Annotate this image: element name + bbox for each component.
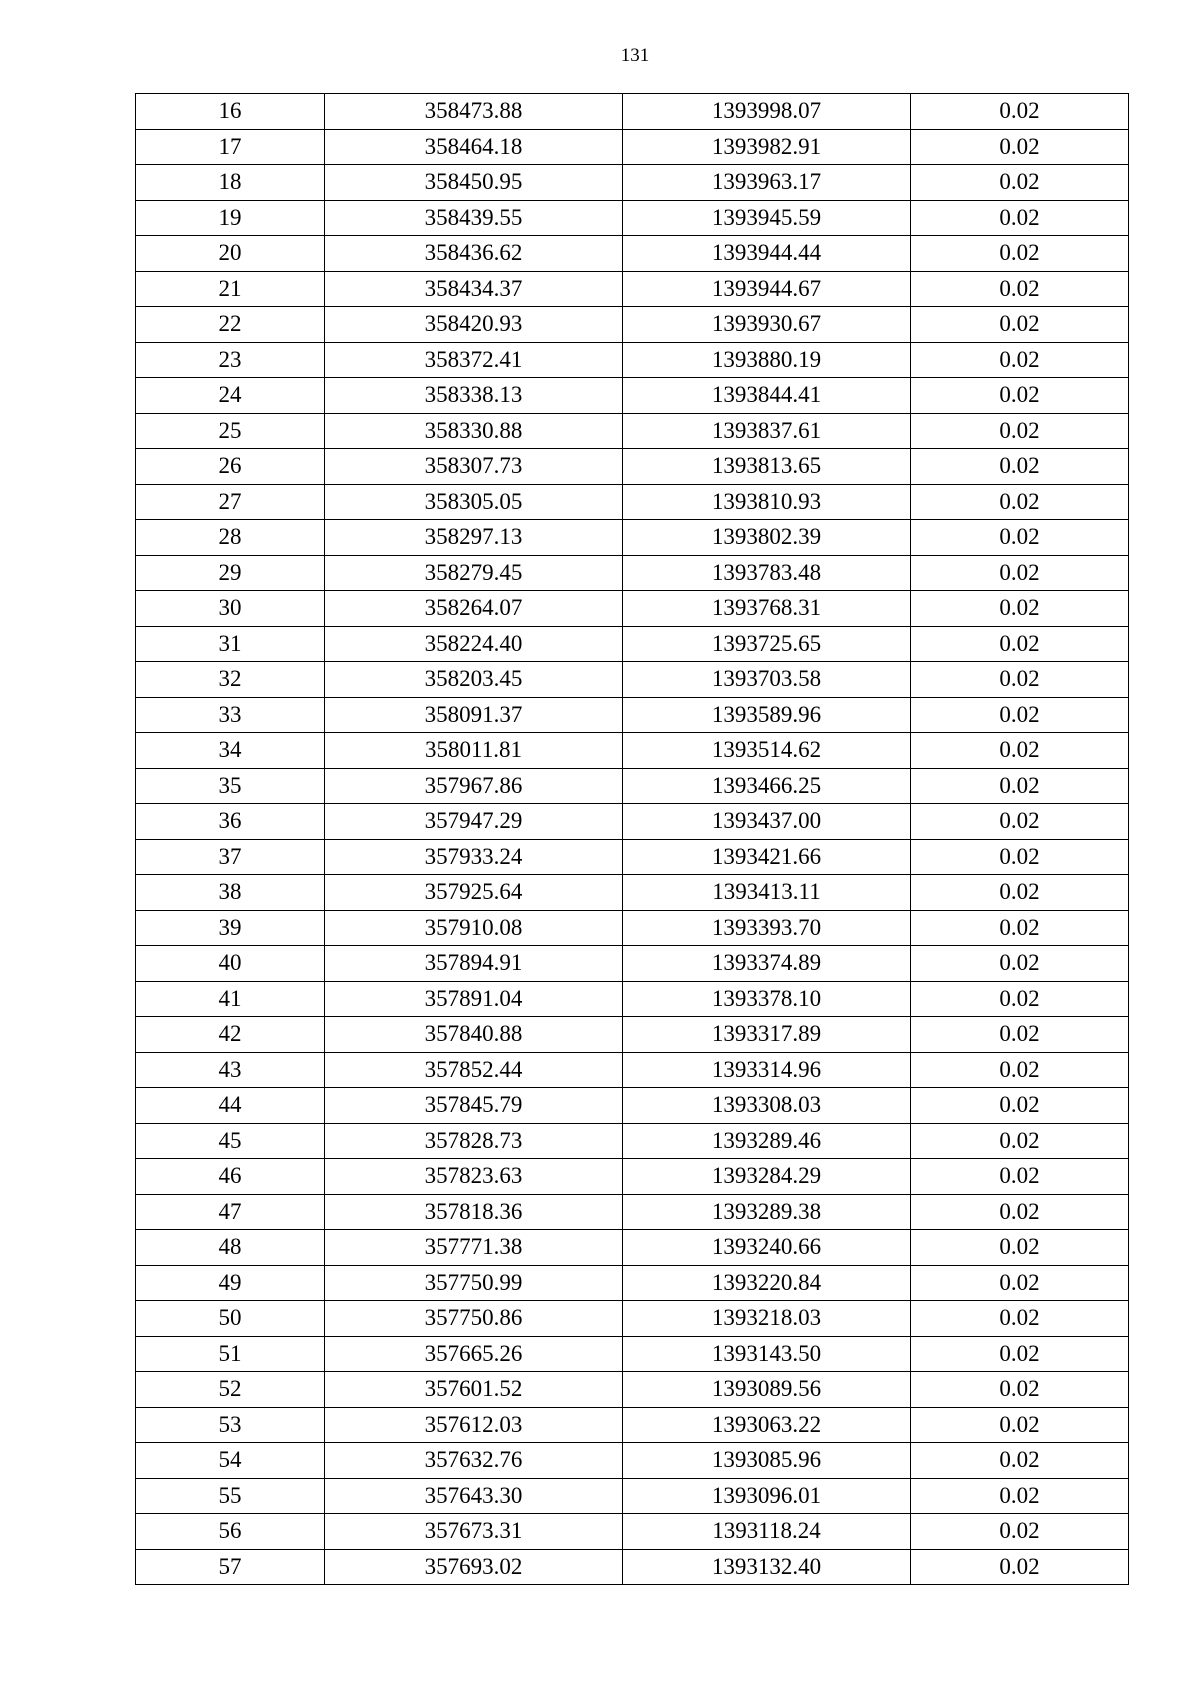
error-cell: 0.02: [911, 768, 1129, 804]
point-number-cell: 52: [136, 1372, 325, 1408]
y-coordinate-cell: 1393284.29: [623, 1159, 911, 1195]
table-row: [136, 1017, 1129, 1053]
table-row: [136, 378, 1129, 414]
table-row: [136, 271, 1129, 307]
point-number-cell: 42: [136, 1017, 325, 1053]
error-cell: 0.02: [911, 1478, 1129, 1514]
error-cell: 0.02: [911, 733, 1129, 769]
point-number-cell: 22: [136, 307, 325, 343]
y-coordinate-cell: 1393703.58: [623, 662, 911, 698]
error-cell: 0.02: [911, 165, 1129, 201]
x-coordinate-cell: 358224.40: [325, 626, 623, 662]
point-number-cell: 56: [136, 1514, 325, 1550]
table-row: [136, 697, 1129, 733]
x-coordinate-cell: 358264.07: [325, 591, 623, 627]
coordinates-table: [135, 93, 1129, 1585]
table-row: [136, 662, 1129, 698]
y-coordinate-cell: 1393220.84: [623, 1265, 911, 1301]
point-number-cell: 38: [136, 875, 325, 911]
table-row: [136, 1230, 1129, 1266]
y-coordinate-cell: 1393308.03: [623, 1088, 911, 1124]
point-number-cell: 53: [136, 1407, 325, 1443]
y-coordinate-cell: 1393063.22: [623, 1407, 911, 1443]
table-row: [136, 733, 1129, 769]
x-coordinate-cell: 357612.03: [325, 1407, 623, 1443]
y-coordinate-cell: 1393880.19: [623, 342, 911, 378]
table-row: [136, 1549, 1129, 1585]
error-cell: 0.02: [911, 378, 1129, 414]
error-cell: 0.02: [911, 307, 1129, 343]
y-coordinate-cell: 1393374.89: [623, 946, 911, 982]
x-coordinate-cell: 358420.93: [325, 307, 623, 343]
x-coordinate-cell: 357840.88: [325, 1017, 623, 1053]
x-coordinate-cell: 357947.29: [325, 804, 623, 840]
table-row: [136, 1514, 1129, 1550]
table-row: [136, 94, 1129, 130]
error-cell: 0.02: [911, 1159, 1129, 1195]
table-row: [136, 1159, 1129, 1195]
table-row: [136, 1478, 1129, 1514]
error-cell: 0.02: [911, 1301, 1129, 1337]
error-cell: 0.02: [911, 484, 1129, 520]
y-coordinate-cell: 1393768.31: [623, 591, 911, 627]
error-cell: 0.02: [911, 946, 1129, 982]
point-number-cell: 33: [136, 697, 325, 733]
point-number-cell: 35: [136, 768, 325, 804]
y-coordinate-cell: 1393963.17: [623, 165, 911, 201]
y-coordinate-cell: 1393289.46: [623, 1123, 911, 1159]
point-number-cell: 48: [136, 1230, 325, 1266]
error-cell: 0.02: [911, 662, 1129, 698]
table-row: [136, 307, 1129, 343]
point-number-cell: 57: [136, 1549, 325, 1585]
x-coordinate-cell: 357910.08: [325, 910, 623, 946]
y-coordinate-cell: 1393132.40: [623, 1549, 911, 1585]
x-coordinate-cell: 358011.81: [325, 733, 623, 769]
coordinates-table-body: [136, 94, 1129, 1585]
error-cell: 0.02: [911, 1017, 1129, 1053]
x-coordinate-cell: 358473.88: [325, 94, 623, 130]
x-coordinate-cell: 357925.64: [325, 875, 623, 911]
error-cell: 0.02: [911, 520, 1129, 556]
point-number-cell: 34: [136, 733, 325, 769]
x-coordinate-cell: 357828.73: [325, 1123, 623, 1159]
y-coordinate-cell: 1393837.61: [623, 413, 911, 449]
point-number-cell: 55: [136, 1478, 325, 1514]
error-cell: 0.02: [911, 697, 1129, 733]
error-cell: 0.02: [911, 875, 1129, 911]
y-coordinate-cell: 1393466.25: [623, 768, 911, 804]
y-coordinate-cell: 1393844.41: [623, 378, 911, 414]
error-cell: 0.02: [911, 1230, 1129, 1266]
error-cell: 0.02: [911, 1265, 1129, 1301]
table-row: [136, 236, 1129, 272]
point-number-cell: 39: [136, 910, 325, 946]
error-cell: 0.02: [911, 413, 1129, 449]
table-row: [136, 413, 1129, 449]
point-number-cell: 50: [136, 1301, 325, 1337]
error-cell: 0.02: [911, 1052, 1129, 1088]
table-row: [136, 1194, 1129, 1230]
point-number-cell: 47: [136, 1194, 325, 1230]
error-cell: 0.02: [911, 839, 1129, 875]
point-number-cell: 27: [136, 484, 325, 520]
x-coordinate-cell: 358297.13: [325, 520, 623, 556]
x-coordinate-cell: 357823.63: [325, 1159, 623, 1195]
y-coordinate-cell: 1393725.65: [623, 626, 911, 662]
y-coordinate-cell: 1393421.66: [623, 839, 911, 875]
error-cell: 0.02: [911, 555, 1129, 591]
error-cell: 0.02: [911, 94, 1129, 130]
point-number-cell: 25: [136, 413, 325, 449]
x-coordinate-cell: 358305.05: [325, 484, 623, 520]
x-coordinate-cell: 358203.45: [325, 662, 623, 698]
error-cell: 0.02: [911, 1194, 1129, 1230]
error-cell: 0.02: [911, 1407, 1129, 1443]
table-row: [136, 946, 1129, 982]
x-coordinate-cell: 357643.30: [325, 1478, 623, 1514]
page-number: 131: [620, 45, 650, 66]
point-number-cell: 21: [136, 271, 325, 307]
y-coordinate-cell: 1393783.48: [623, 555, 911, 591]
y-coordinate-cell: 1393314.96: [623, 1052, 911, 1088]
table-row: [136, 1088, 1129, 1124]
table-row: [136, 875, 1129, 911]
x-coordinate-cell: 358330.88: [325, 413, 623, 449]
point-number-cell: 29: [136, 555, 325, 591]
point-number-cell: 54: [136, 1443, 325, 1479]
error-cell: 0.02: [911, 1549, 1129, 1585]
x-coordinate-cell: 358279.45: [325, 555, 623, 591]
table-row: [136, 1123, 1129, 1159]
table-row: [136, 342, 1129, 378]
y-coordinate-cell: 1393813.65: [623, 449, 911, 485]
point-number-cell: 45: [136, 1123, 325, 1159]
table-row: [136, 449, 1129, 485]
table-row: [136, 1443, 1129, 1479]
error-cell: 0.02: [911, 1514, 1129, 1550]
y-coordinate-cell: 1393289.38: [623, 1194, 911, 1230]
point-number-cell: 40: [136, 946, 325, 982]
x-coordinate-cell: 357852.44: [325, 1052, 623, 1088]
x-coordinate-cell: 358450.95: [325, 165, 623, 201]
y-coordinate-cell: 1393240.66: [623, 1230, 911, 1266]
x-coordinate-cell: 357891.04: [325, 981, 623, 1017]
table-row: [136, 981, 1129, 1017]
y-coordinate-cell: 1393930.67: [623, 307, 911, 343]
error-cell: 0.02: [911, 981, 1129, 1017]
point-number-cell: 19: [136, 200, 325, 236]
x-coordinate-cell: 357845.79: [325, 1088, 623, 1124]
y-coordinate-cell: 1393998.07: [623, 94, 911, 130]
table-row: [136, 1336, 1129, 1372]
x-coordinate-cell: 357601.52: [325, 1372, 623, 1408]
y-coordinate-cell: 1393143.50: [623, 1336, 911, 1372]
x-coordinate-cell: 357933.24: [325, 839, 623, 875]
table-row: [136, 626, 1129, 662]
y-coordinate-cell: 1393589.96: [623, 697, 911, 733]
x-coordinate-cell: 358338.13: [325, 378, 623, 414]
x-coordinate-cell: 358439.55: [325, 200, 623, 236]
error-cell: 0.02: [911, 1372, 1129, 1408]
y-coordinate-cell: 1393437.00: [623, 804, 911, 840]
table-row: [136, 1265, 1129, 1301]
error-cell: 0.02: [911, 1123, 1129, 1159]
table-row: [136, 555, 1129, 591]
y-coordinate-cell: 1393085.96: [623, 1443, 911, 1479]
y-coordinate-cell: 1393514.62: [623, 733, 911, 769]
point-number-cell: 30: [136, 591, 325, 627]
table-row: [136, 1372, 1129, 1408]
point-number-cell: 23: [136, 342, 325, 378]
error-cell: 0.02: [911, 271, 1129, 307]
point-number-cell: 16: [136, 94, 325, 130]
error-cell: 0.02: [911, 1443, 1129, 1479]
error-cell: 0.02: [911, 129, 1129, 165]
x-coordinate-cell: 357750.99: [325, 1265, 623, 1301]
table-row: [136, 484, 1129, 520]
point-number-cell: 18: [136, 165, 325, 201]
point-number-cell: 31: [136, 626, 325, 662]
table-row: [136, 165, 1129, 201]
error-cell: 0.02: [911, 910, 1129, 946]
point-number-cell: 49: [136, 1265, 325, 1301]
table-row: [136, 200, 1129, 236]
y-coordinate-cell: 1393089.56: [623, 1372, 911, 1408]
point-number-cell: 32: [136, 662, 325, 698]
table-row: [136, 1052, 1129, 1088]
x-coordinate-cell: 357967.86: [325, 768, 623, 804]
x-coordinate-cell: 357771.38: [325, 1230, 623, 1266]
y-coordinate-cell: 1393982.91: [623, 129, 911, 165]
x-coordinate-cell: 357693.02: [325, 1549, 623, 1585]
error-cell: 0.02: [911, 449, 1129, 485]
y-coordinate-cell: 1393810.93: [623, 484, 911, 520]
table-row: [136, 129, 1129, 165]
point-number-cell: 20: [136, 236, 325, 272]
table-row: [136, 591, 1129, 627]
x-coordinate-cell: 358436.62: [325, 236, 623, 272]
error-cell: 0.02: [911, 591, 1129, 627]
y-coordinate-cell: 1393802.39: [623, 520, 911, 556]
x-coordinate-cell: 358464.18: [325, 129, 623, 165]
x-coordinate-cell: 357894.91: [325, 946, 623, 982]
point-number-cell: 24: [136, 378, 325, 414]
table-row: [136, 910, 1129, 946]
y-coordinate-cell: 1393393.70: [623, 910, 911, 946]
x-coordinate-cell: 358372.41: [325, 342, 623, 378]
x-coordinate-cell: 357750.86: [325, 1301, 623, 1337]
y-coordinate-cell: 1393944.67: [623, 271, 911, 307]
x-coordinate-cell: 358091.37: [325, 697, 623, 733]
y-coordinate-cell: 1393317.89: [623, 1017, 911, 1053]
error-cell: 0.02: [911, 1088, 1129, 1124]
x-coordinate-cell: 357673.31: [325, 1514, 623, 1550]
table-row: [136, 520, 1129, 556]
x-coordinate-cell: 358434.37: [325, 271, 623, 307]
point-number-cell: 51: [136, 1336, 325, 1372]
y-coordinate-cell: 1393378.10: [623, 981, 911, 1017]
error-cell: 0.02: [911, 626, 1129, 662]
table-row: [136, 839, 1129, 875]
point-number-cell: 43: [136, 1052, 325, 1088]
table-row: [136, 1301, 1129, 1337]
y-coordinate-cell: 1393118.24: [623, 1514, 911, 1550]
point-number-cell: 46: [136, 1159, 325, 1195]
y-coordinate-cell: 1393413.11: [623, 875, 911, 911]
point-number-cell: 26: [136, 449, 325, 485]
y-coordinate-cell: 1393944.44: [623, 236, 911, 272]
table-row: [136, 804, 1129, 840]
x-coordinate-cell: 357665.26: [325, 1336, 623, 1372]
table-row: [136, 1407, 1129, 1443]
point-number-cell: 41: [136, 981, 325, 1017]
x-coordinate-cell: 357632.76: [325, 1443, 623, 1479]
error-cell: 0.02: [911, 804, 1129, 840]
point-number-cell: 36: [136, 804, 325, 840]
y-coordinate-cell: 1393096.01: [623, 1478, 911, 1514]
y-coordinate-cell: 1393218.03: [623, 1301, 911, 1337]
error-cell: 0.02: [911, 342, 1129, 378]
error-cell: 0.02: [911, 200, 1129, 236]
point-number-cell: 44: [136, 1088, 325, 1124]
x-coordinate-cell: 358307.73: [325, 449, 623, 485]
point-number-cell: 17: [136, 129, 325, 165]
point-number-cell: 37: [136, 839, 325, 875]
y-coordinate-cell: 1393945.59: [623, 200, 911, 236]
table-row: [136, 768, 1129, 804]
x-coordinate-cell: 357818.36: [325, 1194, 623, 1230]
error-cell: 0.02: [911, 1336, 1129, 1372]
error-cell: 0.02: [911, 236, 1129, 272]
point-number-cell: 28: [136, 520, 325, 556]
